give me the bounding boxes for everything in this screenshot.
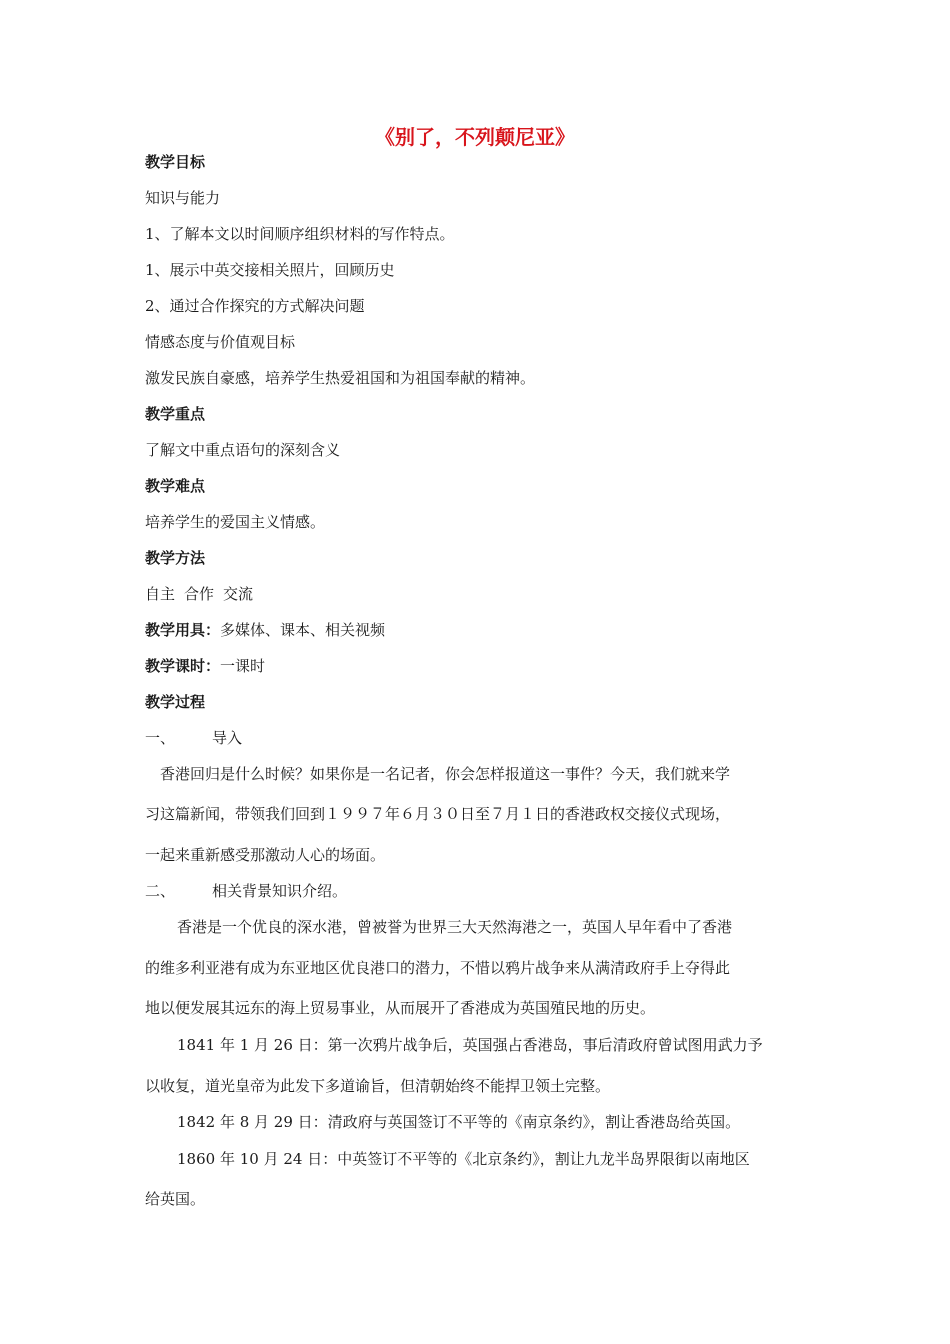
method-item: 自主	[145, 585, 176, 603]
tools-label: 教学用具：	[145, 621, 221, 639]
method-list	[145, 583, 253, 605]
section-1-number: 一、	[145, 729, 176, 747]
method-item: 交流	[223, 585, 254, 603]
event-1841-line: 1841 年 1 月 26 日：第一次鸦片战争后，英国强占香港岛，事后清政府曾试图用武力予	[177, 1036, 763, 1054]
background-line: 的维多利亚港有成为东亚地区优良港口的潜力，不惜以鸦片战争来从满清政府手上夺得此	[145, 959, 731, 977]
intro-line: 习这篇新闻，带领我们回到１９９７年６月３０日至７月１日的香港政权交接仪式现场，	[145, 805, 731, 823]
document-title: 《别了，不列颠尼亚》	[375, 125, 575, 149]
intro-line: 一起来重新感受那激动人心的场面。	[145, 846, 386, 864]
hours-text: 一课时	[220, 657, 266, 675]
event-1860-line: 1860 年 10 月 24 日：中英签订不平等的《北京条约》，割让九龙半岛界限街以南地区	[177, 1150, 750, 1168]
knowledge-heading: 知识与能力	[145, 189, 221, 207]
difficulty-text: 培养学生的爱国主义情感。	[145, 513, 326, 531]
background-line: 香港是一个优良的深水港，曾被誉为世界三大天然海港之一，英国人早年看中了香港	[177, 918, 733, 936]
section-2-heading	[145, 880, 347, 902]
emotion-heading: 情感态度与价值观目标	[145, 333, 296, 351]
method-heading: 教学方法	[145, 549, 206, 567]
event-1860-line: 给英国。	[145, 1190, 206, 1208]
intro-line: 香港回归是什么时候？如果你是一名记者，你会怎样报道这一事件？今天，我们就来学	[160, 765, 731, 783]
section-1-heading	[145, 727, 242, 749]
process-item-2: 2、通过合作探究的方式解决问题	[145, 297, 365, 315]
key-points-heading: 教学重点	[145, 405, 206, 423]
section-2-title: 相关背景知识介绍。	[212, 882, 348, 900]
emotion-text: 激发民族自豪感，培养学生热爱祖国和为祖国奉献的精神。	[145, 369, 536, 387]
section-1-title: 导入	[212, 729, 243, 747]
key-points-text: 了解文中重点语句的深刻含义	[145, 441, 341, 459]
event-1842-line: 1842 年 8 月 29 日：清政府与英国签订不平等的《南京条约》，割让香港岛给英国。	[177, 1113, 741, 1131]
difficulty-heading: 教学难点	[145, 477, 206, 495]
background-line: 地以便发展其远东的海上贸易事业，从而展开了香港成为英国殖民地的历史。	[145, 999, 656, 1017]
tools-line	[145, 619, 385, 641]
hours-line	[145, 655, 265, 677]
process-item-1: 1、展示中英交接相关照片，回顾历史	[145, 261, 395, 279]
process-heading: 教学过程	[145, 693, 206, 711]
event-1841-line: 以收复，道光皇帝为此发下多道谕旨，但清朝始终不能捍卫领土完整。	[145, 1077, 611, 1095]
method-item: 合作	[184, 585, 215, 603]
section-2-number: 二、	[145, 882, 176, 900]
objectives-heading: 教学目标	[145, 153, 206, 171]
hours-label: 教学课时：	[145, 657, 221, 675]
objective-item-1: 1、了解本文以时间顺序组织材料的写作特点。	[145, 225, 455, 243]
tools-text: 多媒体、课本、相关视频	[220, 621, 386, 639]
